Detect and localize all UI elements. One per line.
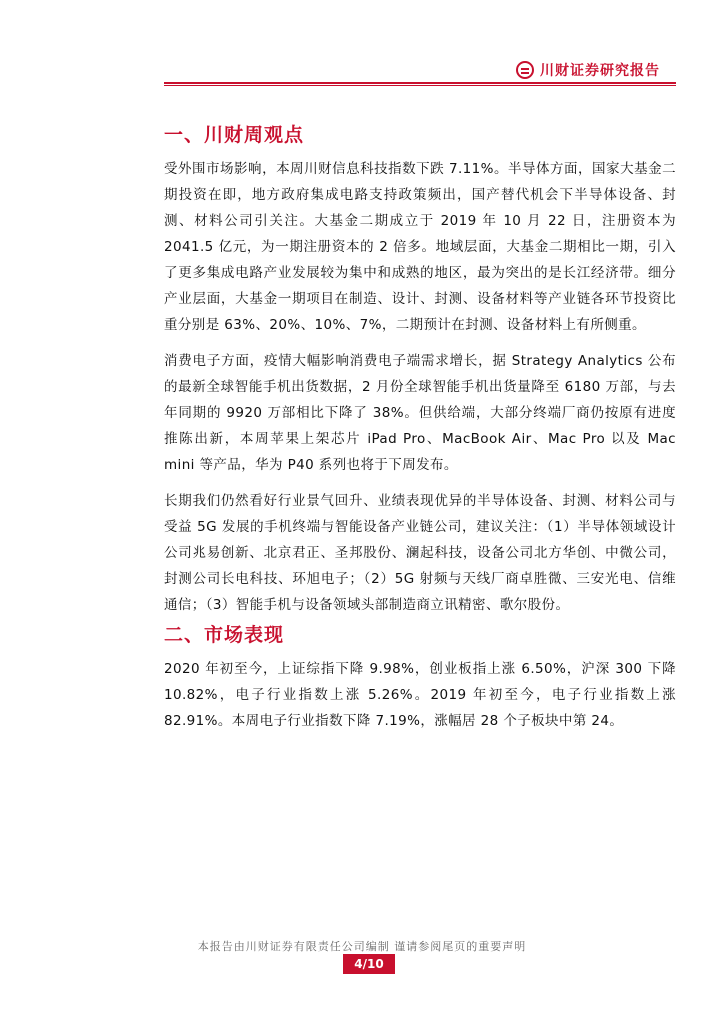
page-number: 4/10 — [343, 954, 395, 974]
section-title-views: 一、川财周观点 — [164, 124, 305, 146]
paragraph-consumer-electronics: 消费电子方面，疫情大幅影响消费电子端需求增长，据 Strategy Analytics 公布的最新全球智能手机出货数据，2 月份全球智能手机出货量降至 6180 万部，与去年同期的 9920 万部相比下降了 38%。但供给端，大部分终端厂商仍按原有进度推陈出新，本周苹果上架芯片 iPad Pro、MacBook Air、Mac Pro 以及 Mac mini 等产品，华为 P40 系列也将于下周发布。 — [164, 353, 676, 473]
section-title-market: 二、市场表现 — [164, 624, 285, 646]
paragraph-recommendations: 长期我们仍然看好行业景气回升、业绩表现优异的半导体设备、封测、材料公司与受益 5G 发展的手机终端与智能设备产业链公司，建议关注：（1）半导体领域设计公司兆易创新、北京君正、圣邦股份、澜起科技，设备公司北方华创、中微公司，封测公司长电科技、环旭电子；（2）5G 射频与天线厂商卓胜微、三安光电、信维通信；（3）智能手机与设备领域头部制造商立讯精密、歌尔股份。 — [164, 493, 676, 613]
footer-disclaimer: 本报告由川财证券有限责任公司编制 谨请参阅尾页的重要声明 — [197, 940, 527, 953]
header-divider — [164, 82, 676, 84]
page-header — [164, 58, 676, 86]
brand-label: 川财证券研究报告 — [540, 63, 660, 79]
paragraph-semiconductor: 受外围市场影响，本周川财信息科技指数下跌 7.11%。半导体方面，国家大基金二期投资在即，地方政府集成电路支持政策频出，国产替代机会下半导体设备、封测、材料公司引关注。大基金二期成立于 2019 年 10 月 22 日，注册资本为 2041.5 亿元，为一期注册资本的 2 倍多。地域层面，大基金二期相比一期，引入了更多集成电路产业发展较为集中和成熟的地区，最为突出的是长江经济带。细分产业层面，大基金一期项目在制造、设计、封测、设备材料等产业链各环节投资比重分别是 63%、20%、10%、7%，二期预计在封测、设备材料上有所侧重。 — [164, 161, 676, 333]
paragraph-market-performance: 2020 年初至今，上证综指下降 9.98%，创业板指上涨 6.50%，沪深 300 下降 10.82%，电子行业指数上涨 5.26%。2019 年初至今，电子行业指数上涨 82.91%。本周电子行业指数下降 7.19%，涨幅居 28 个子板块中第 24。 — [164, 661, 676, 729]
company-logo-icon — [516, 61, 534, 79]
brand — [516, 60, 660, 80]
